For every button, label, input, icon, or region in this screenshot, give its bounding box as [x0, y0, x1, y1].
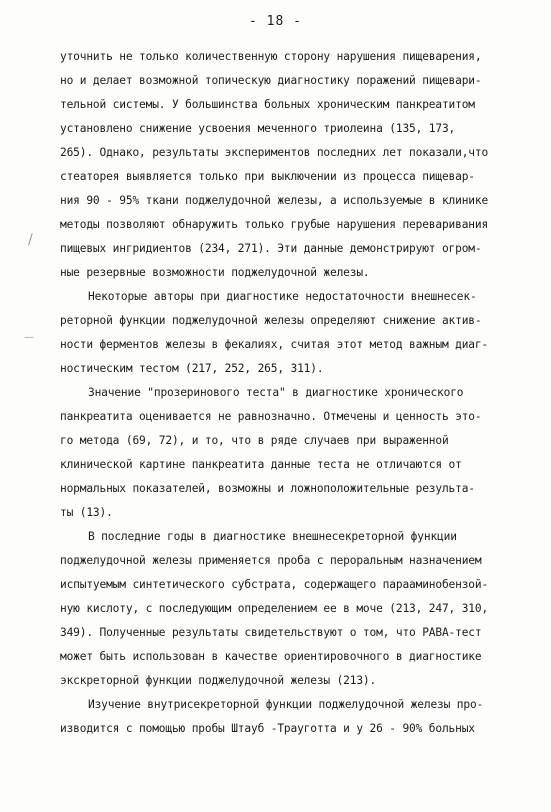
text-line: изводится с помощью пробы Штауб -Трауготта и у 26 - 90% больных [60, 722, 475, 735]
text-line: установлено снижение усвоения меченного триолеина (135, 173, [60, 122, 456, 135]
text-line: панкреатита оценивается не равнозначно. Отмечены и ценность это- [60, 410, 482, 423]
body-text [60, 45, 522, 741]
text-line: ную кислоту, с последующим определением ее в моче (213, 247, 310, [60, 602, 489, 615]
text-line: ностическим тестом (217, 252, 265, 311). [60, 362, 324, 375]
text-line: но и делает возможной топическую диагностику поражений пищевари- [60, 74, 482, 87]
text-line: ные резервные возможности поджелудочной железы. [60, 266, 370, 279]
text-line: Некоторые авторы при диагностике недостаточности внешнесек- [88, 290, 477, 303]
text-line: тельной системы. У большинства больных хроническим панкреатитом [60, 98, 475, 111]
text-line: поджелудочной железы применяется проба с пероральным назначением [60, 554, 482, 567]
text-line: ты (13). [60, 506, 113, 519]
margin-pencil-mark: — [24, 332, 34, 343]
text-line: методы позволяют обнаружить только грубые нарушения переваривания [60, 218, 489, 231]
text-line: 265). Однако, результаты экспериментов последних лет показали,что [60, 146, 489, 159]
text-line: пищевых ингридиентов (234, 271). Эти данные демонстрируют огром- [60, 242, 482, 255]
text-line: В последние годы в диагностике внешнесекреторной функции [88, 530, 457, 543]
text-line: реторной функции поджелудочной железы определяют снижение актив- [60, 314, 482, 327]
text-line: может быть использован в качестве ориентировочного в диагностике [60, 650, 482, 663]
text-line: нормальных показателей, возможны и ложноположительные результа- [60, 482, 475, 495]
text-line: уточнить не только количественную сторону нарушения пищеварения, [60, 50, 482, 63]
text-line: клинической картине панкреатита данные теста не отличаются от [60, 458, 462, 471]
text-line: ния 90 - 95% ткани поджелудочной железы, а используемые в клинике [60, 194, 489, 207]
text-line: Изучение внутрисекреторной функции поджелудочной железы про- [88, 698, 484, 711]
text-line: стеаторея выявляется только при выключении из процесса пищевар- [60, 170, 475, 183]
text-line: испытуемым синтетического субстрата, содержащего парааминобензой- [60, 578, 489, 591]
margin-pencil-mark: / [28, 232, 33, 248]
text-line: го метода (69, 72), и то, что в ряде случаев при выраженной [60, 434, 449, 447]
page-number: - 18 - [249, 14, 302, 29]
text-line: Значение "прозеринового теста" в диагностике хронического [88, 386, 464, 399]
text-line: ности ферментов железы в фекалиях, считая этот метод важным диаг- [60, 338, 489, 351]
text-line: 349). Полученные результаты свидетельствуют о том, что РАВА-тест [60, 626, 482, 639]
text-line: экскреторной функции поджелудочной железы (213). [60, 674, 377, 687]
